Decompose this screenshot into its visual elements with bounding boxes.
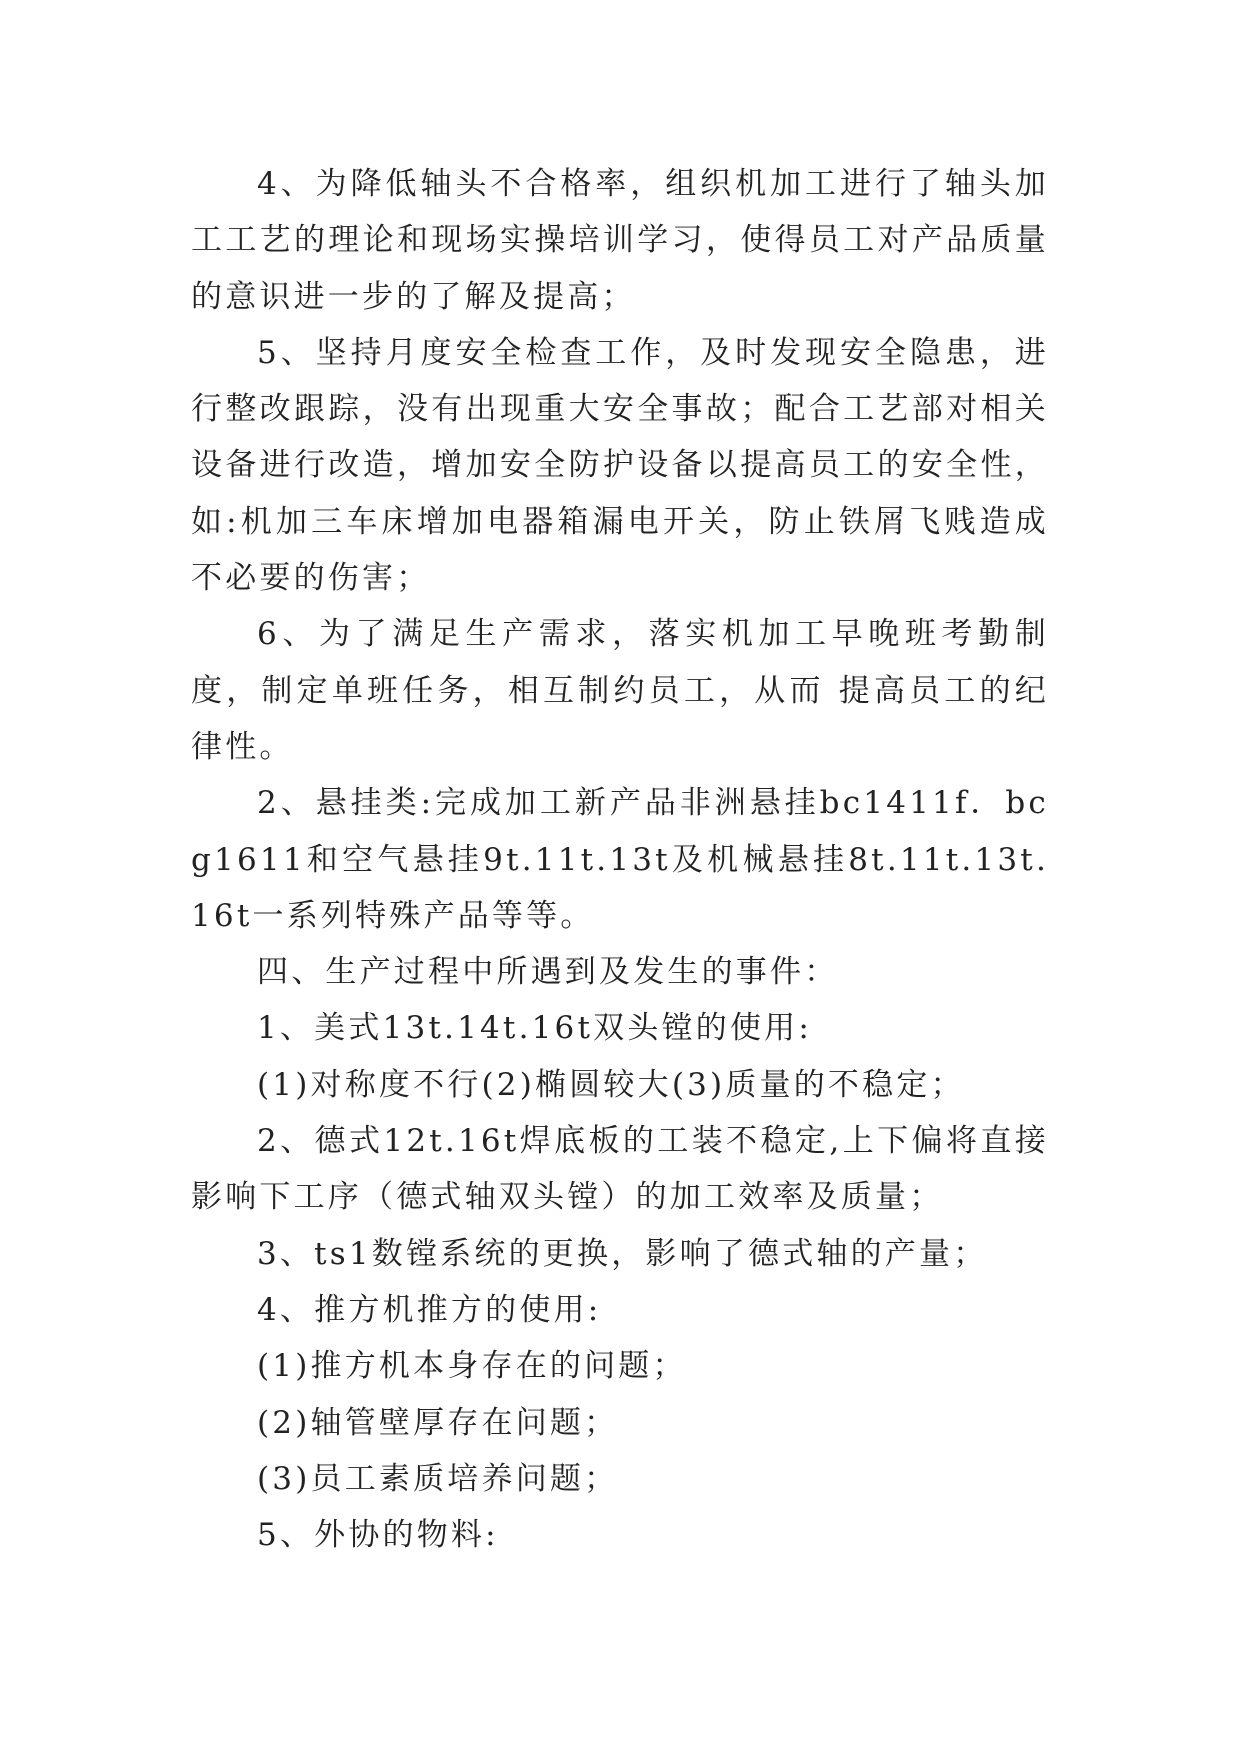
paragraph-broaching-machine: 4、推方机推方的使用:	[257, 1291, 602, 1328]
paragraph-broaching-issue-2: (2)轴管壁厚存在问题；	[257, 1404, 619, 1441]
paragraph-german-welding: 2、德式12t.16t焊底板的工装不稳定,上下偏将直接影响下工序（德式轴双头镗）的加工效率及质量；	[191, 1123, 1049, 1216]
paragraph-axle-quality-training: 4、为降低轴头不合格率，组织机加工进行了轴头加工工艺的理论和现场实操培训学习，使得员工对产品质量的意识进一步的了解及提高；	[191, 166, 1049, 315]
paragraph-outsourced-materials: 5、外协的物料:	[257, 1517, 499, 1554]
paragraph-american-boring: 1、美式13t.14t.16t双头镗的使用:	[257, 1010, 812, 1047]
paragraph-broaching-issue-3: (3)员工素质培养问题；	[257, 1460, 619, 1497]
paragraph-ts1-system: 3、ts1数镗系统的更换，影响了德式轴的产量；	[257, 1235, 988, 1272]
paragraph-broaching-issue-1: (1)推方机本身存在的问题；	[257, 1348, 687, 1385]
paragraph-boring-issues: (1)对称度不行(2)椭圆较大(3)质量的不稳定；	[257, 1066, 965, 1103]
document-body	[191, 156, 1049, 1563]
paragraph-suspension-products: 2、悬挂类:完成加工新产品非洲悬挂bc1411f．bcg1611和空气悬挂9t.11t.13t及机械悬挂8t.11t.13t.16t一系列特殊产品等等。	[191, 785, 1049, 934]
paragraph-shift-attendance: 6、为了满足生产需求，落实机加工早晚班考勤制度，制定单班任务，相互制约员工，从而 提高员工的纪律性。	[191, 616, 1049, 765]
section-heading-production-events: 四、生产过程中所遇到及发生的事件：	[257, 954, 839, 991]
paragraph-safety-inspection: 5、坚持月度安全检查工作，及时发现安全隐患，进行整改跟踪，没有出现重大安全事故；配合工艺部对相关设备进行改造，增加安全防护设备以提高员工的安全性，如:机加三车床增加电器箱漏电开关，防止铁屑飞贱造成不必要的伤害；	[191, 334, 1049, 597]
